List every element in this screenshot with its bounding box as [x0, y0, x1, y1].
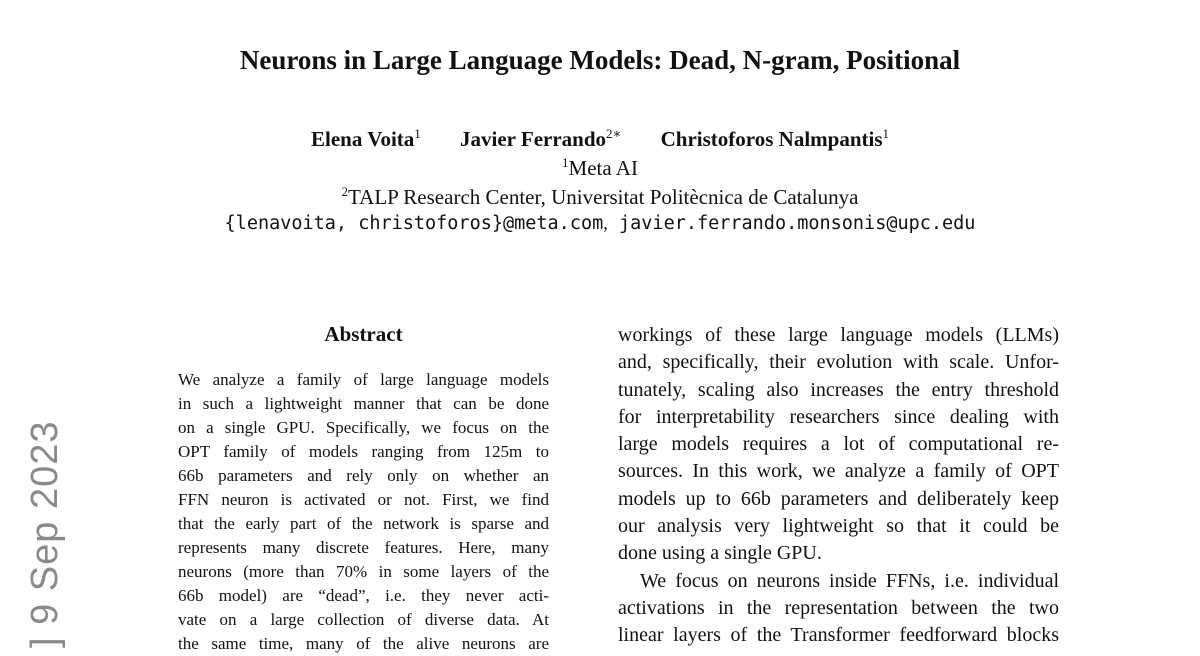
author-name: Elena Voita [311, 127, 415, 151]
body-line: linear layers of the Transformer feedforward blocks [618, 624, 1059, 647]
abstract-line: FFN neuron is activated or not. First, we find [178, 490, 549, 509]
affiliation-talp [0, 184, 1200, 210]
paper-title: Neurons in Large Language Models: Dead, N-gram, Positional [239, 45, 961, 75]
body-line: for interpretability researchers since dealing with [618, 405, 1059, 428]
author-emails [0, 213, 1200, 235]
body-text [618, 322, 1059, 650]
body-line: and, specifically, their evolution with scale. Unfor- [618, 351, 1059, 374]
abstract-text [178, 368, 549, 656]
abstract-line: on a single GPU. Specifically, we focus on the [178, 418, 549, 437]
body-line: tunately, scaling also increases the entry threshold [618, 378, 1059, 401]
affiliation-text: Meta AI [568, 156, 638, 180]
author-nalmpantis [661, 126, 889, 152]
author-list [0, 126, 1200, 152]
abstract-line: represents many discrete features. Here, many [178, 538, 549, 557]
affiliation-text: TALP Research Center, Universitat Politècnica de Catalunya [348, 185, 859, 209]
body-line: our analysis very lightweight so that it could be [618, 515, 1059, 538]
author-voita [311, 126, 421, 152]
author-ferrando [460, 126, 621, 152]
abstract-line: 66b model) are “dead”, i.e. they never acti- [178, 586, 549, 605]
body-line: large models requires a lot of computational re- [618, 433, 1059, 456]
abstract-line: 66b parameters and rely only on whether an [178, 466, 549, 485]
affiliation-mark: 2∗ [606, 126, 622, 141]
abstract-heading: Abstract [324, 322, 403, 346]
arxiv-side-stamp: ] 9 Sep 2023 [24, 420, 66, 648]
author-name: Javier Ferrando [460, 127, 607, 151]
body-line: sources. In this work, we analyze a family of OPT [618, 460, 1059, 483]
abstract-line: vate on a large collection of diverse data. At [178, 610, 549, 629]
affiliation-mark: 1 [882, 126, 889, 141]
affiliation-mark: 1 [562, 155, 569, 170]
affiliation-mark: 1 [414, 126, 421, 141]
abstract-line: We analyze a family of large language models [178, 370, 549, 389]
body-line: We focus on neurons inside FFNs, i.e. individual [640, 569, 1059, 592]
body-line: workings of these large language models (LLMs) [618, 324, 1059, 346]
author-name: Christoforos Nalmpantis [660, 127, 883, 151]
abstract-line: in such a lightweight manner that can be done [178, 394, 549, 413]
affiliation-mark: 2 [341, 184, 349, 199]
email-separator: , [603, 214, 608, 234]
body-line: models up to 66b parameters and deliberately keep [618, 487, 1059, 510]
body-line: done using a single GPU. [618, 542, 822, 565]
email-upc[interactable]: javier.ferrando.monsonis@upc.edu [619, 213, 976, 234]
body-line: activations in the representation between the two [618, 596, 1059, 619]
abstract-line: neurons (more than 70% in some layers of the [178, 562, 549, 581]
abstract-line: the same time, many of the alive neurons are [178, 634, 549, 653]
affiliation-meta [0, 155, 1200, 181]
email-meta[interactable]: {lenavoita, christoforos}@meta.com [224, 213, 604, 234]
abstract-line: OPT family of models ranging from 125m to [178, 442, 549, 461]
abstract-line: that the early part of the network is sparse and [178, 514, 549, 533]
